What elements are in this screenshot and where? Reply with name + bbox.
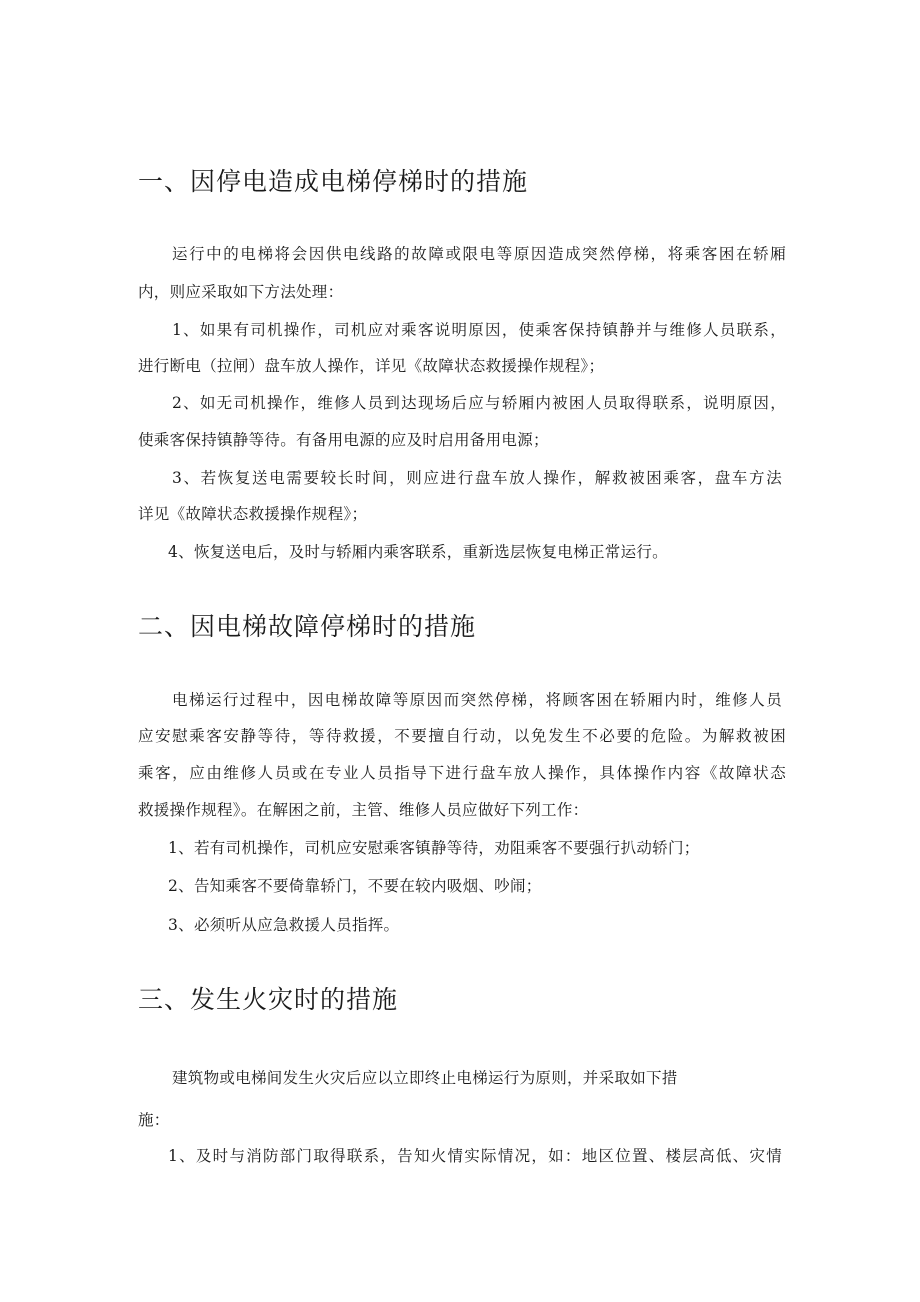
section-2-line-6: 2、告知乘客不要倚靠轿门，不要在较内吸烟、吵闹； <box>168 877 542 895</box>
section-1-line-8: 详见《故障状态救援操作规程》； <box>138 505 368 523</box>
section-2-line-2: 应安慰乘客安静等待，等待救援，不要擅自行动，以免发生不必要的危险。为解救被困 <box>138 727 786 745</box>
section-1-line-6: 使乘客保持镇静等待。有备用电源的应及时启用备用电源； <box>138 431 549 449</box>
section-1-line-7: 3、若恢复送电需要较长时间，则应进行盘车放人操作，解救被困乘客，盘车方法 <box>172 469 782 487</box>
section-1-heading: 一、因停电造成电梯停梯时的措施 <box>138 167 529 196</box>
section-2-heading: 二、因电梯故障停梯时的措施 <box>138 612 477 641</box>
section-2-line-3: 乘客，应由维修人员或在专业人员指导下进行盘车放人操作，具体操作内容《故障状态 <box>138 764 786 782</box>
section-1-line-3: 1、如果有司机操作，司机应对乘客说明原因，使乘客保持镇静并与维修人员联系， <box>172 321 786 339</box>
section-1-line-1: 运行中的电梯将会因供电线路的故障或限电等原因造成突然停梯，将乘客困在轿厢 <box>172 245 786 263</box>
section-1-line-5: 2、如无司机操作，维修人员到达现场后应与轿厢内被困人员取得联系，说明原因， <box>172 394 786 412</box>
section-3-heading: 三、发生火灾时的措施 <box>138 985 399 1014</box>
section-3-line-1: 建筑物或电梯间发生火灾后应以立即终止电梯运行为原则，并采取如下措 <box>172 1069 678 1087</box>
section-2-line-7: 3、必须听从应急救援人员指挥。 <box>168 916 400 934</box>
section-2-line-4: 救援操作规程》。在解困之前，主管、维修人员应做好下列工作： <box>138 801 589 819</box>
section-1-line-2: 内，则应采取如下方法处理： <box>138 283 344 301</box>
section-3-line-3: 1、及时与消防部门取得联系，告知火情实际情况，如：地区位置、楼层高低、灾情 <box>168 1147 782 1165</box>
section-2-line-5: 1、若有司机操作，司机应安慰乘客镇静等待，劝阻乘客不要强行扒动轿门； <box>168 839 700 857</box>
section-1-line-9: 4、恢复送电后，及时与轿厢内乘客联系，重新选层恢复电梯正常运行。 <box>168 543 668 561</box>
section-2-line-1: 电梯运行过程中，因电梯故障等原因而突然停梯，将顾客困在轿厢内时，维修人员 <box>172 691 782 709</box>
section-1-line-4: 进行断电（拉闸）盘车放人操作，详见《故障状态救援操作规程》； <box>138 357 605 375</box>
section-3-line-2: 施： <box>138 1111 170 1129</box>
